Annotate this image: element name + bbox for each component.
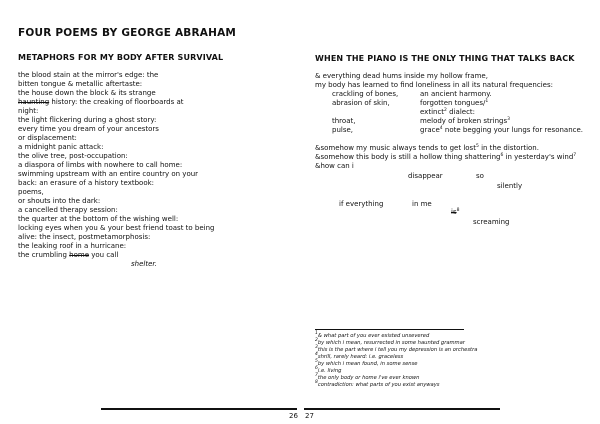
poem-line: an ancient harmony.	[420, 90, 492, 98]
footnote-marker: 8	[456, 208, 460, 213]
poem-line: every time you dream of your ancestors	[18, 125, 159, 133]
poem-line: the leaking roof in a hurricane:	[18, 242, 127, 250]
footnote: $^1$& what part of you ever existed unsevered	[315, 331, 430, 339]
poem-line: grace$^4$ note begging your lungs for resonance.	[420, 126, 584, 134]
poem-line: throat,	[332, 117, 356, 125]
footnote: $^4$shrill, rarely heard: i.e. graceless	[315, 352, 404, 360]
poem-title-metaphors: METAPHORS FOR MY BODY AFTER SURVIVAL	[18, 53, 224, 62]
page-rule-right	[304, 408, 500, 410]
poem-line: extinct$^2$ dialect:	[420, 108, 476, 116]
footnote-marker: 7	[573, 153, 577, 158]
footnote: $^6$i.e. living	[315, 366, 342, 374]
poem-line: the light flickering during a ghost story:	[18, 116, 157, 124]
scatter-word: if everything	[339, 200, 384, 208]
scatter-word: silently	[497, 182, 523, 190]
poem-line: pulse,	[332, 126, 354, 134]
page-number-right: 27	[305, 412, 314, 420]
poem-line: forgotten tongues/$^1$	[420, 99, 489, 107]
struck-word: home	[69, 251, 90, 259]
poem-line: back: an erasure of a history textbook:	[18, 179, 155, 187]
footnote-marker: 4	[439, 126, 443, 131]
poem-line: the olive tree, post-occupation:	[18, 152, 128, 160]
footnote-marker: 3	[507, 117, 510, 122]
poem-line: abrasion of skin,	[332, 99, 390, 107]
poem-line: poems,	[18, 188, 44, 196]
footnote-marker: 1	[485, 99, 489, 104]
poem-line: haunting history: the creaking of floorboards at	[18, 98, 184, 106]
scatter-word: screaming	[473, 218, 510, 226]
footnote: $^2$by which i mean, resurrected in some haunted grammar	[315, 338, 465, 346]
book-title: FOUR POEMS BY GEORGE ABRAHAM	[18, 27, 237, 39]
poem-line: &somehow my music always tends to get lost$^5$ in the distortion.	[315, 144, 539, 152]
footnote: $^3$this is the part where i tell you my depression is an orchestra	[315, 345, 478, 353]
page-number-left: 26	[289, 412, 298, 420]
poem-line: bitten tongue & metallic aftertaste:	[18, 80, 143, 88]
poem-last-word: shelter.	[131, 260, 157, 268]
poem-line: the crumbling home you call	[18, 251, 119, 259]
poem-line: my body has learned to find loneliness in all its natural frequencies:	[315, 81, 553, 89]
poem-line: melody of broken strings$^3$	[420, 117, 510, 125]
poem-line: locking eyes when you & your best friend toast to being	[18, 224, 215, 232]
poem-line: the quarter at the bottom of the wishing well:	[18, 215, 179, 223]
poem-title-piano: WHEN THE PIANO IS THE ONLY THING THAT TALKS BACK	[315, 54, 575, 63]
poem-line: the house down the block & its strange	[18, 89, 156, 97]
footnote: $^8$contradiction: what parts of you exist anyways	[315, 380, 440, 388]
scatter-word: so	[476, 172, 484, 180]
poem-line: or displacement:	[18, 134, 77, 142]
poem-line: alive: the insect, postmetamorphosis:	[18, 233, 151, 241]
footnote-marker: 6	[500, 153, 504, 158]
poem-line: the blood stain at the mirror's edge: the	[18, 71, 159, 79]
footnote-marker: 5	[475, 144, 479, 149]
poem-line: or shouts into the dark:	[18, 197, 101, 205]
scatter-word: disappear	[408, 172, 443, 180]
page-rule-left	[101, 408, 297, 410]
poem-line: a midnight panic attack:	[18, 143, 104, 151]
poem-line: a cancelled therapy session:	[18, 206, 118, 214]
footnote: $^5$by which i mean found, in some sense	[315, 359, 418, 367]
poem-line: crackling of bones,	[332, 90, 399, 98]
footnote-marker: 2	[444, 108, 447, 113]
footnote-rule	[315, 329, 464, 330]
poem-line: &how can i	[315, 162, 354, 170]
struck-word: haunting	[18, 98, 50, 106]
footnote: $^7$the only body or home i've ever known	[315, 373, 420, 381]
poem-line: &somehow this body is still a hollow thing shattering$^6$ in yesterday's wind$^7$	[315, 153, 577, 161]
poem-line: night:	[18, 107, 39, 115]
poem-line: & everything dead hums inside my hollow frame,	[315, 72, 488, 80]
poem-line: swimming upstream with an entire country on your	[18, 170, 199, 178]
poem-line: a diaspora of limbs with nowhere to call home:	[18, 161, 183, 169]
scatter-word: in me	[412, 200, 432, 208]
scatter-word: $is^8$	[451, 208, 460, 216]
